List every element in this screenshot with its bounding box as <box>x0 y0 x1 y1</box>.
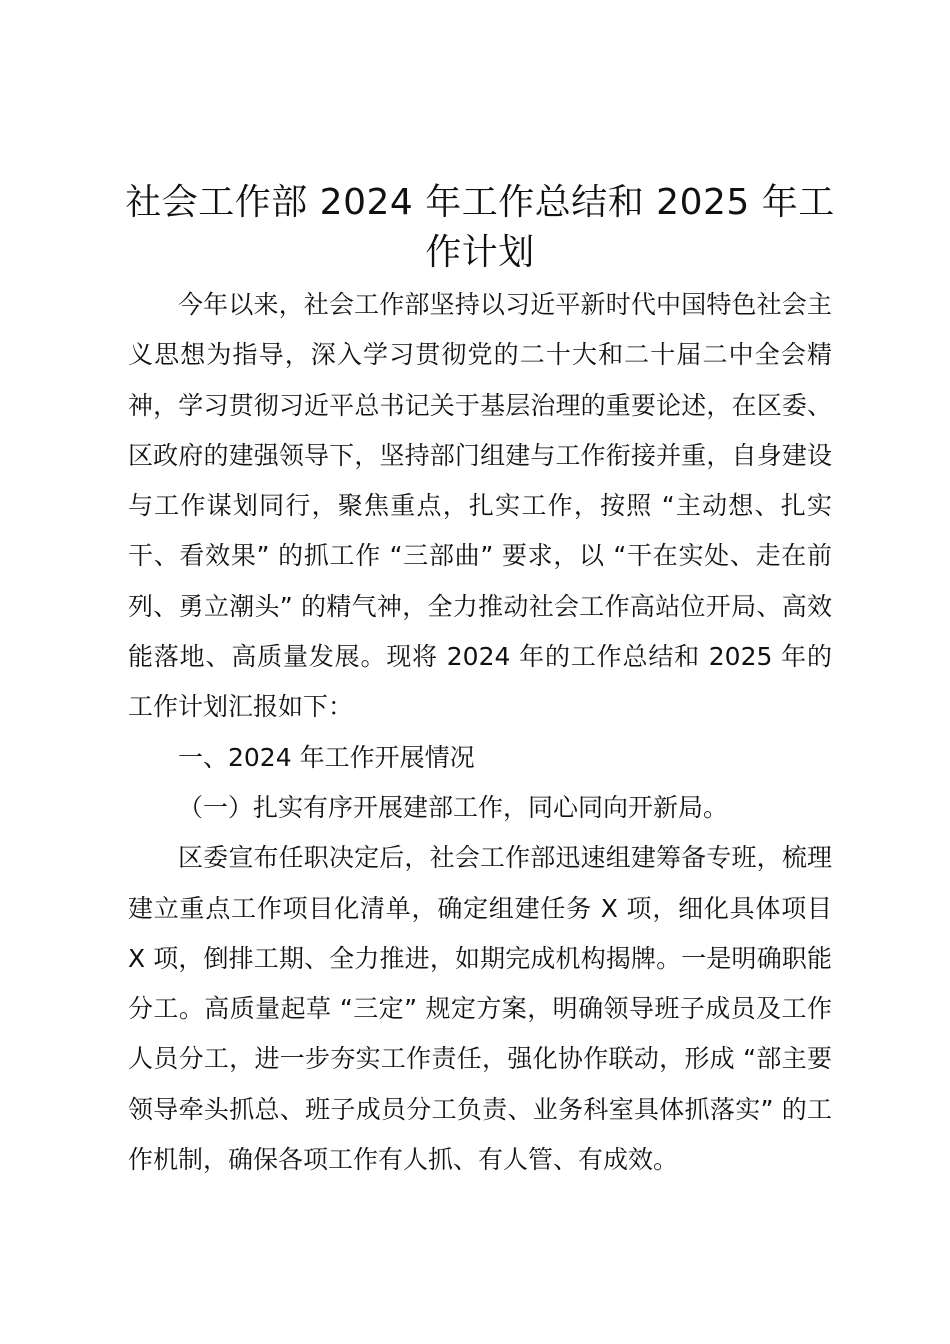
subsection-heading: （一）扎实有序开展建部工作，同心同向开新局。 <box>178 792 729 822</box>
document-body <box>128 280 832 1185</box>
body-paragraph: 区委宣布任职决定后，社会工作部迅速组建筹备专班，梳理建立重点工作项目化清单，确定组建任务 X 项，细化具体项目 X 项，倒排工期、全力推进，如期完成机构揭牌。一是明确职能分工。高质量起草 “三定” 规定方案，明确领导班子成员及工作人员分工，进一步夯实工作责任，强化协作联动，形成 “部主要领导牵头抓总、班子成员分工负责、业务科室具体抓落实” 的工作机制，确保各项工作有人抓、有人管、有成效。 <box>128 843 832 1175</box>
section-heading: 一、2024 年工作开展情况 <box>178 742 475 772</box>
document-title: 社会工作部 2024 年工作总结和 2025 年工作计划 <box>125 182 835 273</box>
intro-paragraph: 今年以来，社会工作部坚持以习近平新时代中国特色社会主义思想为指导，深入学习贯彻党的二十大和二十届二中全会精神，学习贯彻习近平总书记关于基层治理的重要论述，在区委、区政府的建强领导下，坚持部门组建与工作衔接并重，自身建设与工作谋划同行，聚焦重点，扎实工作，按照 “主动想、扎实干、看效果” 的抓工作 “三部曲” 要求，以 “干在实处、走在前列、勇立潮头” 的精气神，全力推动社会工作高站位开局、高效能落地、高质量发展。现将 2024 年的工作总结和 2025 年的工作计划汇报如下： <box>128 290 832 722</box>
